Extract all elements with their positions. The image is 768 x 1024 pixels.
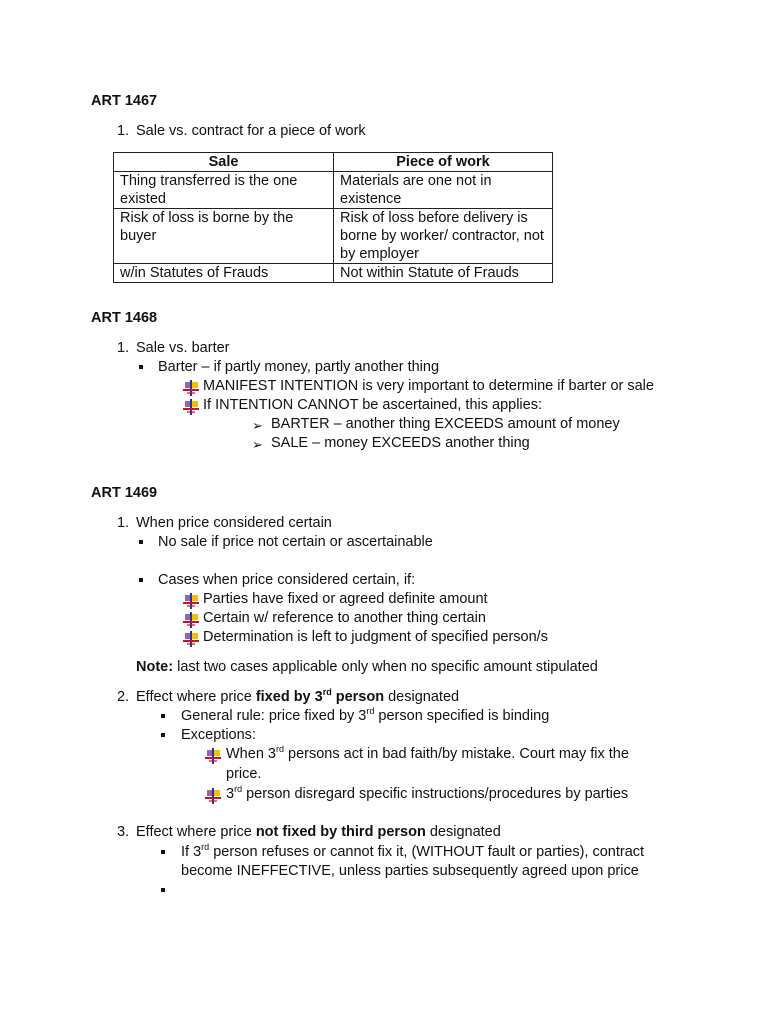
bullet-text: Cases when price considered certain, if: (158, 572, 416, 588)
text-run: person (331, 689, 385, 705)
list-item-text: Sale vs. contract for a piece of work (136, 123, 366, 139)
square-bullet-icon (161, 714, 165, 718)
text-run-bold: not fixed by third person (255, 824, 426, 840)
flag-bullet-icon (183, 399, 199, 415)
table-cell: w/in Statutes of Frauds (114, 264, 334, 283)
table-row (114, 264, 553, 283)
sub-bullet-text: Determination is left to judgment of specified person/s (203, 629, 548, 645)
flag-bullet-icon (183, 631, 199, 647)
flag-bullet-icon (183, 593, 199, 609)
table-cell: Materials are one not in existence (334, 172, 553, 209)
section-heading-art-1467: ART 1467 (91, 93, 158, 109)
text-run: designated (425, 824, 501, 840)
note-line (136, 658, 598, 677)
list-item-text (136, 823, 501, 842)
list-number: 1. (117, 123, 130, 139)
table-header-row (114, 153, 553, 172)
sub-bullet-text: If INTENTION CANNOT be ascertained, this applies: (203, 397, 542, 413)
bullet-text: Exceptions: (181, 727, 256, 743)
section-heading-art-1469: ART 1469 (91, 485, 158, 501)
text-run-bold (256, 689, 384, 705)
arrow-bullet-text: SALE – money EXCEEDS another thing (271, 435, 530, 451)
square-bullet-icon (139, 540, 143, 544)
text-run: person specified is binding (374, 708, 550, 724)
text-run: designated (384, 689, 460, 705)
flag-bullet-icon (205, 788, 221, 804)
table-cell: Risk of loss before delivery is borne by worker/ contractor, not by employer (334, 209, 553, 264)
list-item-text: When price considered certain (136, 515, 332, 531)
text-run: General rule: price fixed by 3 (181, 708, 367, 724)
list-number: 3. (117, 824, 130, 840)
comparison-table (113, 152, 553, 283)
text-run: 3 (226, 786, 235, 802)
sub-bullet-text: MANIFEST INTENTION is very important to determine if barter or sale (203, 378, 654, 394)
bullet-text (181, 843, 644, 862)
list-number: 1. (117, 515, 130, 531)
table-header-cell: Piece of work (334, 153, 553, 172)
square-bullet-icon (139, 578, 143, 582)
text-run: person disregard specific instructions/procedures by parties (242, 786, 629, 802)
sub-bullet-text: Certain w/ reference to another thing certain (203, 610, 486, 626)
square-bullet-icon (139, 365, 143, 369)
text-run: When 3 (226, 746, 276, 762)
bullet-text (181, 707, 549, 726)
sub-bullet-text-continued: price. (226, 766, 262, 782)
sub-bullet-text (226, 785, 628, 804)
table-cell: Risk of loss is borne by the buyer (114, 209, 334, 264)
table-header-cell: Sale (114, 153, 334, 172)
sub-bullet-text (226, 745, 629, 764)
list-item-text (136, 688, 459, 707)
arrow-bullet-icon: ➢ (252, 418, 263, 433)
table-cell: Not within Statute of Frauds (334, 264, 553, 283)
text-run: Effect where price (136, 824, 256, 840)
bullet-text: No sale if price not certain or ascertainable (158, 534, 433, 550)
text-run: Effect where price (136, 689, 256, 705)
arrow-bullet-icon: ➢ (252, 437, 263, 452)
square-bullet-icon (161, 888, 165, 892)
list-item-text: Sale vs. barter (136, 340, 230, 356)
superscript: rd (322, 687, 332, 697)
flag-bullet-icon (205, 748, 221, 764)
arrow-bullet-text: BARTER – another thing EXCEEDS amount of money (271, 416, 620, 432)
section-heading-art-1468: ART 1468 (91, 310, 158, 326)
table-row (114, 209, 553, 264)
superscript: rd (275, 744, 284, 754)
text-run: person refuses or cannot fix it, (WITHOUT fault or parties), contract (209, 844, 645, 860)
flag-bullet-icon (183, 612, 199, 628)
list-number: 1. (117, 340, 130, 356)
list-number: 2. (117, 689, 130, 705)
bullet-text: Barter – if partly money, partly another thing (158, 359, 440, 375)
square-bullet-icon (161, 850, 165, 854)
table-row (114, 172, 553, 209)
flag-bullet-icon (183, 380, 199, 396)
note-text: last two cases applicable only when no specific amount stipulated (173, 659, 598, 675)
superscript: rd (201, 842, 210, 852)
bullet-text-continued: become INEFFECTIVE, unless parties subsequently agreed upon price (181, 863, 639, 879)
text-run: If 3 (181, 844, 202, 860)
sub-bullet-text: Parties have fixed or agreed definite amount (203, 591, 488, 607)
table-cell: Thing transferred is the one existed (114, 172, 334, 209)
superscript: rd (234, 784, 243, 794)
superscript: rd (366, 706, 375, 716)
text-run: fixed by 3 (255, 689, 323, 705)
text-run: persons act in bad faith/by mistake. Court may fix the (284, 746, 629, 762)
square-bullet-icon (161, 733, 165, 737)
note-label: Note: (136, 659, 174, 675)
